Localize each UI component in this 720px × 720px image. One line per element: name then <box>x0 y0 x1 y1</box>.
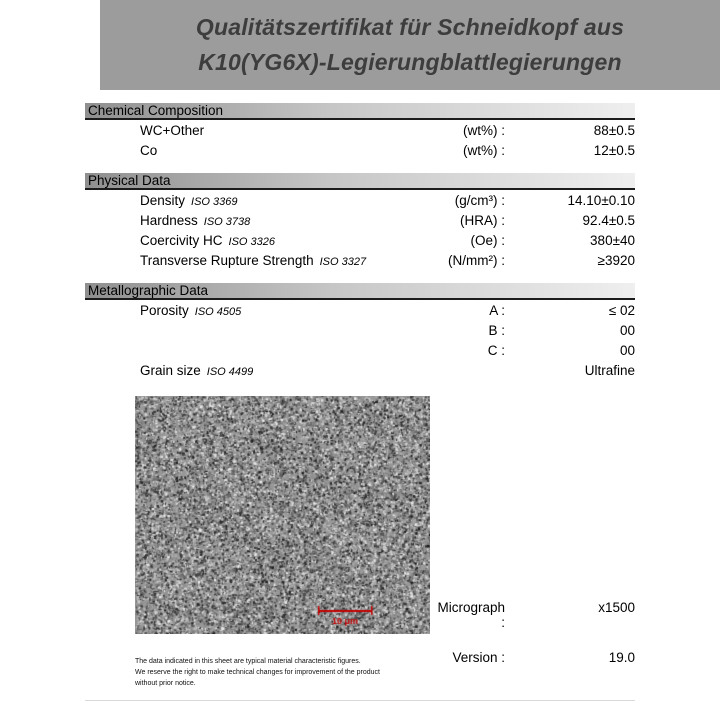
iso-standard: ISO 3369 <box>191 196 238 208</box>
micrograph-label: Micrograph : <box>437 600 505 630</box>
footer <box>85 650 635 701</box>
row-value: 92.4±0.5 <box>582 213 635 228</box>
footer-note-line2: We reserve the right to make technical changes for improvement of the product without prior notice. <box>135 669 380 688</box>
section-header-metallographic: Metallographic Data <box>85 283 635 300</box>
version-value: 19.0 <box>608 650 635 665</box>
row-unit: (wt%) : <box>463 123 505 138</box>
version-label: Version : <box>452 650 505 665</box>
table-row <box>430 600 635 630</box>
row-value: ≥3920 <box>597 253 635 268</box>
row-unit: (Oe) : <box>470 233 505 248</box>
section-chemical <box>85 103 635 160</box>
row-value: 00 <box>619 323 635 338</box>
table-row <box>85 140 635 160</box>
page-title-line1: Qualitätszertifikat für Schneidkopf aus <box>195 14 625 40</box>
footer-note-line1: The data indicated in this sheet are typical material characteristic figures. <box>135 658 361 665</box>
row-label: Co <box>140 143 158 158</box>
table-row <box>85 210 635 230</box>
row-label: WC+Other <box>140 123 205 138</box>
row-value: 00 <box>619 343 635 358</box>
row-label: Grain size <box>140 363 201 378</box>
table-row <box>85 230 635 250</box>
row-value: 88±0.5 <box>593 123 635 138</box>
section-header-physical: Physical Data <box>85 173 635 190</box>
row-label: Coercivity HC <box>140 233 223 248</box>
table-row <box>85 120 635 140</box>
header-band <box>100 0 720 90</box>
table-row <box>85 300 635 320</box>
section-metallographic <box>85 283 635 380</box>
table-row <box>85 250 635 270</box>
iso-standard: ISO 3327 <box>319 256 367 268</box>
row-value: ≤ 02 <box>608 303 635 318</box>
row-label: Porosity <box>140 303 189 318</box>
row-label: Density <box>140 193 186 208</box>
iso-standard: ISO 4499 <box>206 366 254 378</box>
micrograph-block <box>85 396 635 634</box>
row-label: Hardness <box>140 213 198 228</box>
micrograph-image <box>135 396 430 634</box>
iso-standard: ISO 3326 <box>228 236 275 248</box>
row-unit: (wt%) : <box>463 143 505 158</box>
iso-standard: ISO 3738 <box>203 216 251 228</box>
section-header-chemical: Chemical Composition <box>85 103 635 120</box>
row-unit: B : <box>488 323 505 338</box>
footer-notes <box>85 650 395 690</box>
table-row <box>85 320 635 340</box>
row-unit: A : <box>489 303 505 318</box>
row-unit: C : <box>487 343 505 358</box>
section-physical <box>85 173 635 270</box>
row-value: Ultrafine <box>584 363 635 378</box>
row-unit: (HRA) : <box>460 213 505 228</box>
row-unit: (g/cm³) : <box>454 193 505 208</box>
row-value: 14.10±0.10 <box>567 193 635 208</box>
table-row <box>395 650 635 665</box>
certificate-body <box>85 103 635 701</box>
row-label: Transverse Rupture Strength <box>140 253 314 268</box>
micrograph-value: x1500 <box>598 600 635 615</box>
table-row <box>85 360 635 380</box>
page-title-line2: K10(YG6X)-Legierungblattlegierungen <box>198 49 622 75</box>
iso-standard: ISO 4505 <box>194 306 242 318</box>
row-value: 12±0.5 <box>593 143 635 158</box>
row-value: 380±40 <box>590 233 635 248</box>
row-unit: (N/mm²) : <box>448 253 505 268</box>
table-row <box>85 340 635 360</box>
table-row <box>85 190 635 210</box>
